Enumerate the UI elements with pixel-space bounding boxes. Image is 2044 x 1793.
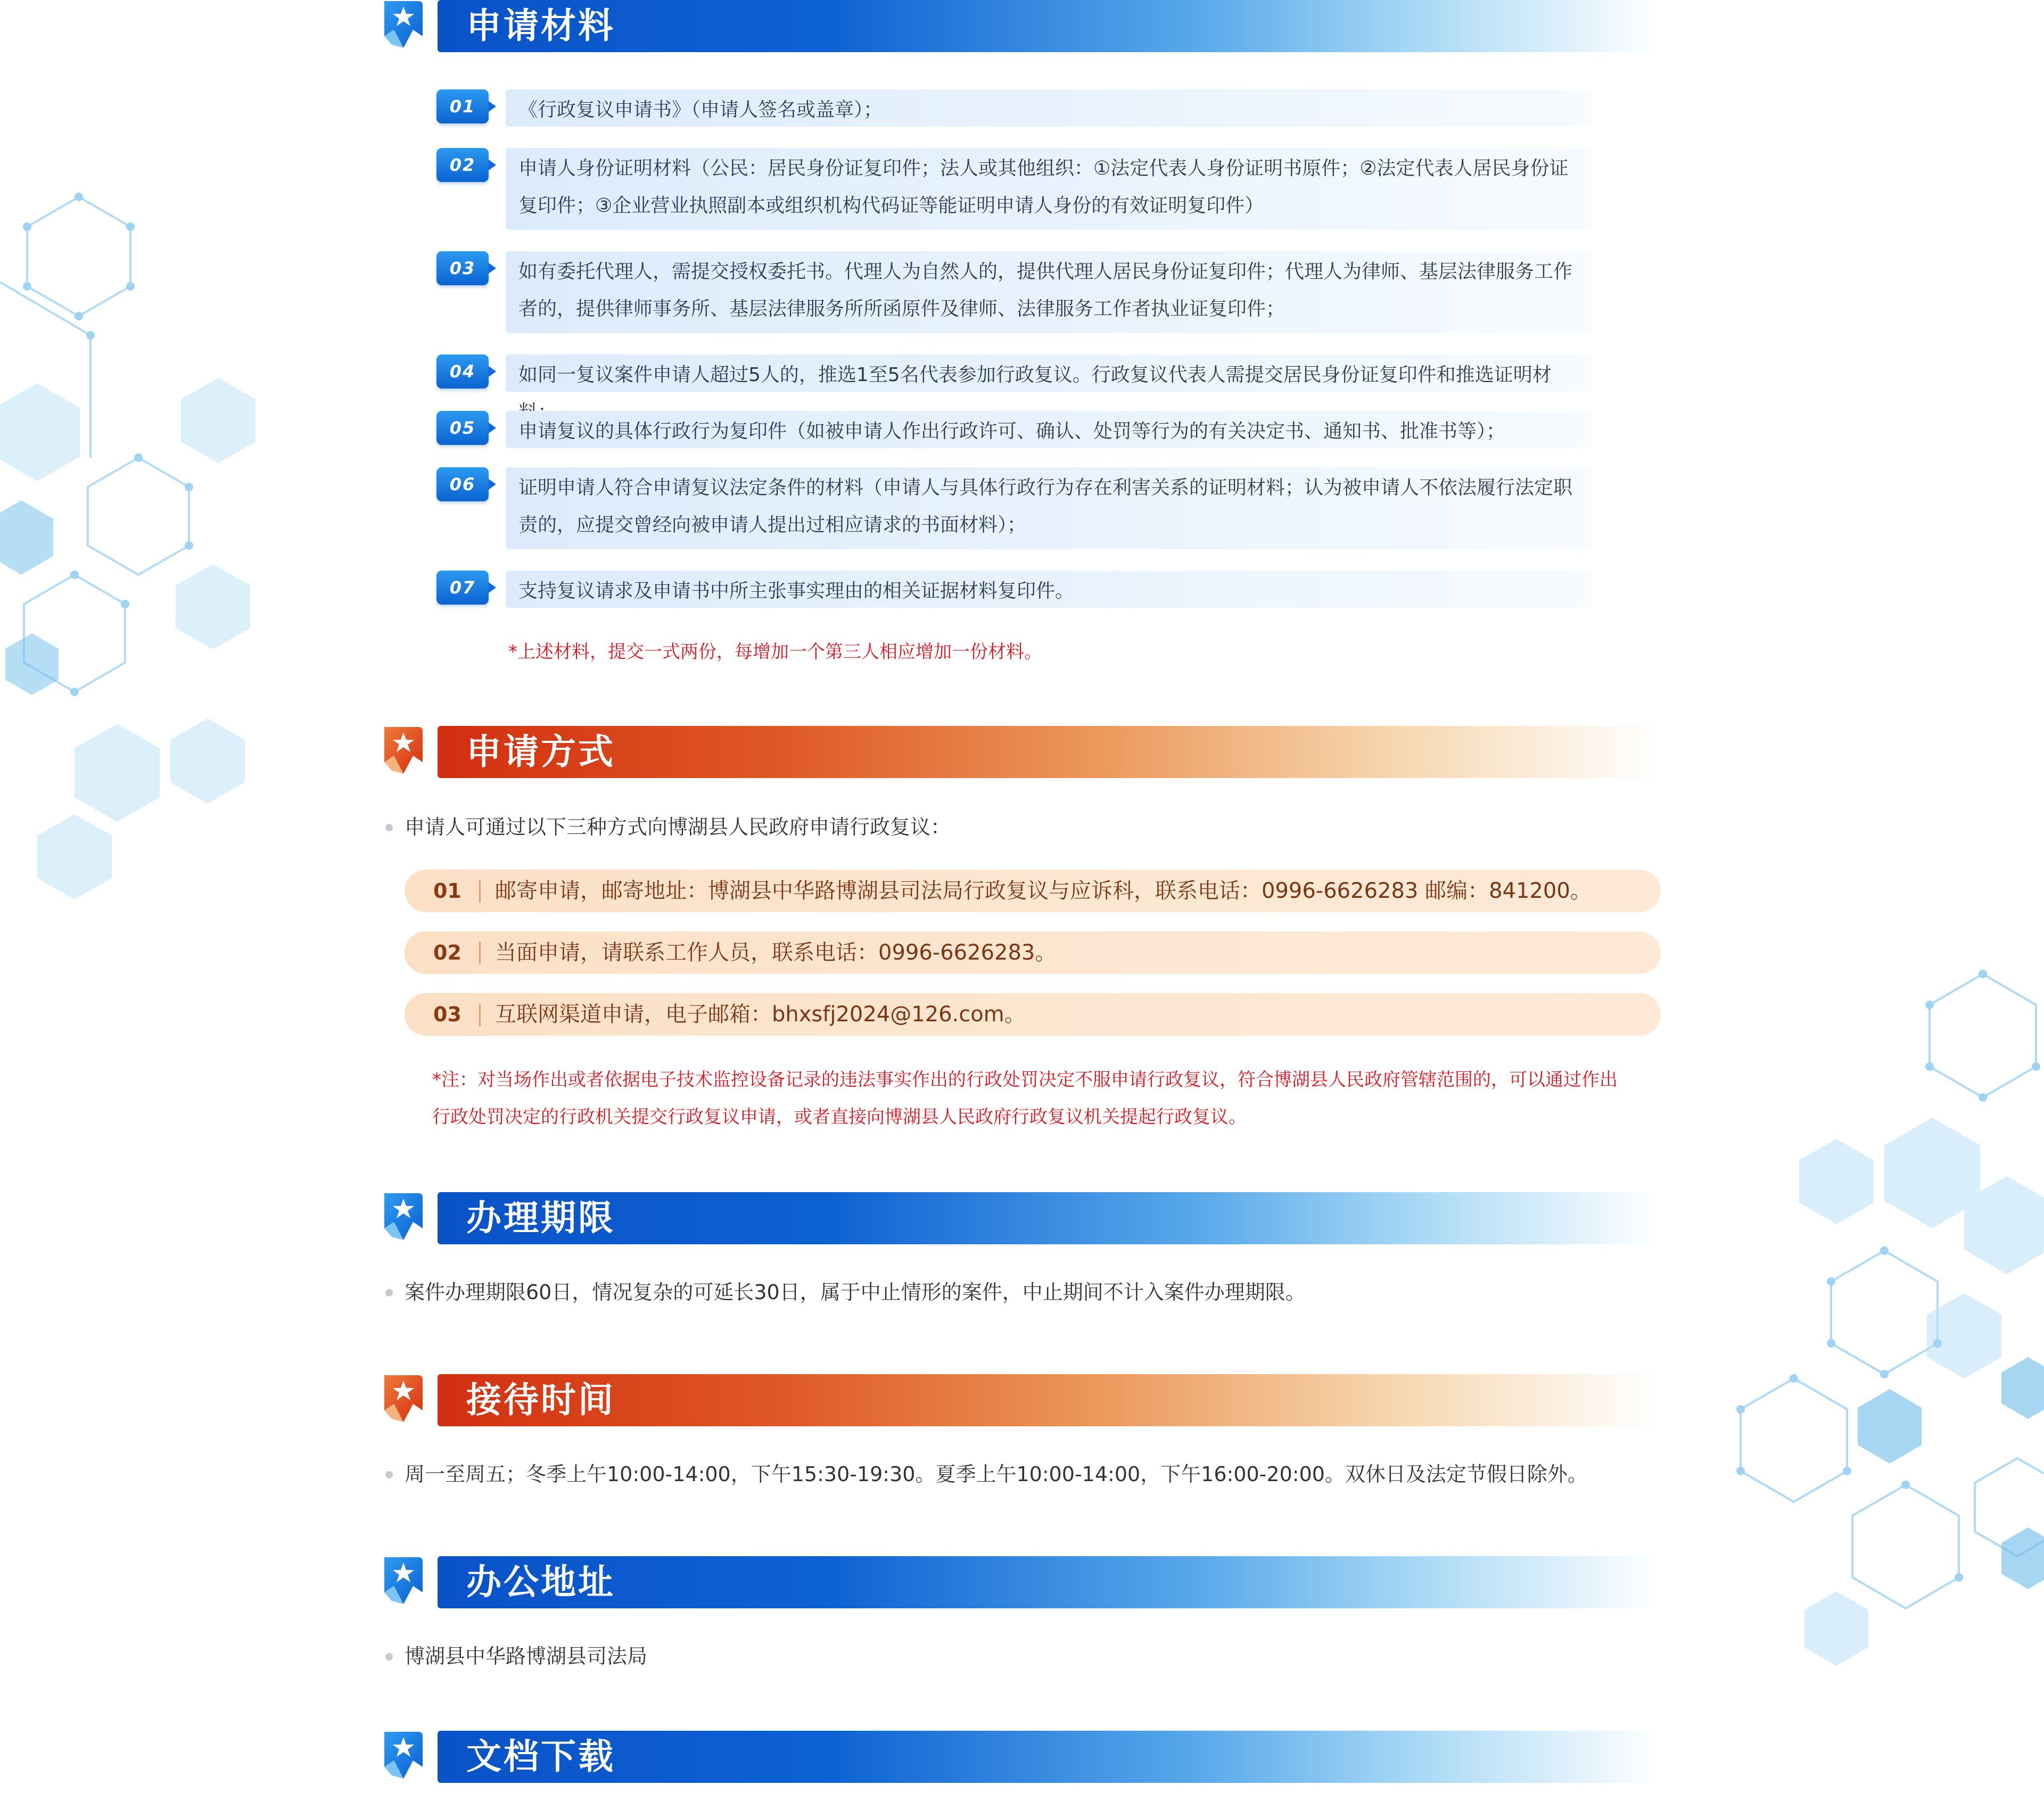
section-header-materials <box>381 0 1659 54</box>
section-title-bar <box>438 726 1659 778</box>
section-header-download <box>381 1731 1659 1785</box>
star-ribbon-icon <box>381 1373 426 1424</box>
section-title-bar <box>438 0 1659 52</box>
section-header-reception <box>381 1374 1659 1428</box>
star-ribbon-icon <box>381 1191 426 1242</box>
reception-text: 周一至周五；冬季上午10:00-14:00，下午15:30-19:30。夏季上午10:00-14:00，下午16:00-20:00。双休日及法定节假日除外。 <box>405 1463 1588 1486</box>
address-text: 博湖县中华路博湖县司法局 <box>405 1645 648 1668</box>
bullet-dot <box>385 1289 393 1296</box>
star-ribbon-icon <box>381 1555 426 1606</box>
methods-note: *注：对当场作出或者依据电子技术监控设备记录的违法事实作出的行政处罚决定不服申请行政复议，符合博湖县人民政府管辖范围的，可以通过作出行政处罚决定的行政机关提交行政复议申请，或者直接向博湖县人民政府行政复议机关提起行政复议。 <box>432 1069 1618 1128</box>
material-number: 06 <box>436 467 489 501</box>
material-number: 04 <box>436 354 489 389</box>
bullet-dot <box>385 1653 393 1660</box>
reception-info <box>405 1458 1650 1490</box>
material-text: 申请人身份证明材料（公民：居民身份证复印件；法人或其他组织：①法定代表人身份证明书原件；②法定代表人居民身份证复印件；③企业营业执照副本或组织机构代码证等能证明申请人身份的有效证明复印件） <box>506 148 1592 230</box>
materials-note: *上述材料，提交一式两份，每增加一个第三人相应增加一份材料。 <box>508 641 1042 663</box>
section-title: 接待时间 <box>466 1379 615 1420</box>
section-title: 申请材料 <box>466 5 615 46</box>
material-number: 05 <box>436 411 489 445</box>
material-number: 07 <box>436 571 489 605</box>
method-divider <box>479 942 481 964</box>
period-info <box>405 1276 1650 1308</box>
bullet-dot <box>385 1471 393 1478</box>
method-number: 03 <box>433 1003 461 1026</box>
section-title: 文档下载 <box>466 1736 615 1777</box>
material-text: 《行政复议申请书》（申请人签名或盖章）； <box>506 89 1592 127</box>
bullet-dot <box>385 824 393 831</box>
section-title-bar <box>438 1192 1659 1244</box>
method-text: 邮寄申请，邮寄地址：博湖县中华路博湖县司法局行政复议与应诉科，联系电话：0996-6626283 邮编：841200。 <box>495 879 1592 903</box>
section-header-methods <box>381 726 1659 780</box>
section-header-address <box>381 1556 1659 1610</box>
section-title: 申请方式 <box>466 731 615 772</box>
method-row <box>405 993 1661 1036</box>
material-text: 申请复议的具体行政行为复印件（如被申请人作出行政许可、确认、处罚等行为的有关决定书、通知书、批准书等）； <box>506 411 1592 448</box>
method-divider <box>479 1004 481 1026</box>
material-number: 01 <box>436 89 489 123</box>
material-number: 03 <box>436 251 489 285</box>
methods-intro-text: 申请人可通过以下三种方式向博湖县人民政府申请行政复议： <box>405 815 951 839</box>
material-text: 证明申请人符合申请复议法定条件的材料（申请人与具体行政行为存在利害关系的证明材料；认为被申请人不依法履行法定职责的，应提交曾经向被申请人提出过相应请求的书面材料）； <box>506 467 1592 549</box>
section-title: 办理期限 <box>466 1197 615 1238</box>
method-divider <box>479 880 481 903</box>
hexagon-decoration-right <box>1730 953 2044 1698</box>
method-text: 当面申请，请联系工作人员，联系电话：0996-6626283。 <box>495 940 1057 965</box>
material-text: 支持复议请求及申请书中所主张事实理由的相关证据材料复印件。 <box>506 571 1592 608</box>
method-number: 02 <box>433 941 461 964</box>
star-ribbon-icon <box>381 0 426 50</box>
section-header-period <box>381 1192 1659 1246</box>
star-ribbon-icon <box>381 725 426 776</box>
methods-intro <box>405 811 1629 843</box>
star-ribbon-icon <box>381 1730 426 1781</box>
method-number: 01 <box>433 879 461 903</box>
method-row <box>405 870 1661 912</box>
method-text: 互联网渠道申请，电子邮箱：bhxsfj2024@126.com。 <box>495 1002 1026 1027</box>
material-number: 02 <box>436 148 489 182</box>
section-title-bar <box>438 1374 1659 1426</box>
section-title-bar <box>438 1731 1659 1783</box>
material-text: 如同一复议案件申请人超过5人的，推选1至5名代表参加行政复议。行政复议代表人需提交居民身份证复印件和推选证明材 <box>506 354 1592 392</box>
section-title: 办公地址 <box>466 1561 615 1602</box>
method-row <box>405 931 1661 974</box>
address-info <box>405 1640 1650 1672</box>
hexagon-decoration-left <box>0 160 277 915</box>
material-text: 如有委托代理人，需提交授权委托书。代理人为自然人的，提供代理人居民身份证复印件；代理人为律师、基层法律服务工作者的，提供律师事务所、基层法律服务所所函原件及律师、法律服务工作者执业证复印件； <box>506 251 1592 333</box>
section-title-bar <box>438 1556 1659 1608</box>
period-text: 案件办理期限60日，情况复杂的可延长30日，属于中止情形的案件，中止期间不计入案件办理期限。 <box>405 1280 1306 1304</box>
